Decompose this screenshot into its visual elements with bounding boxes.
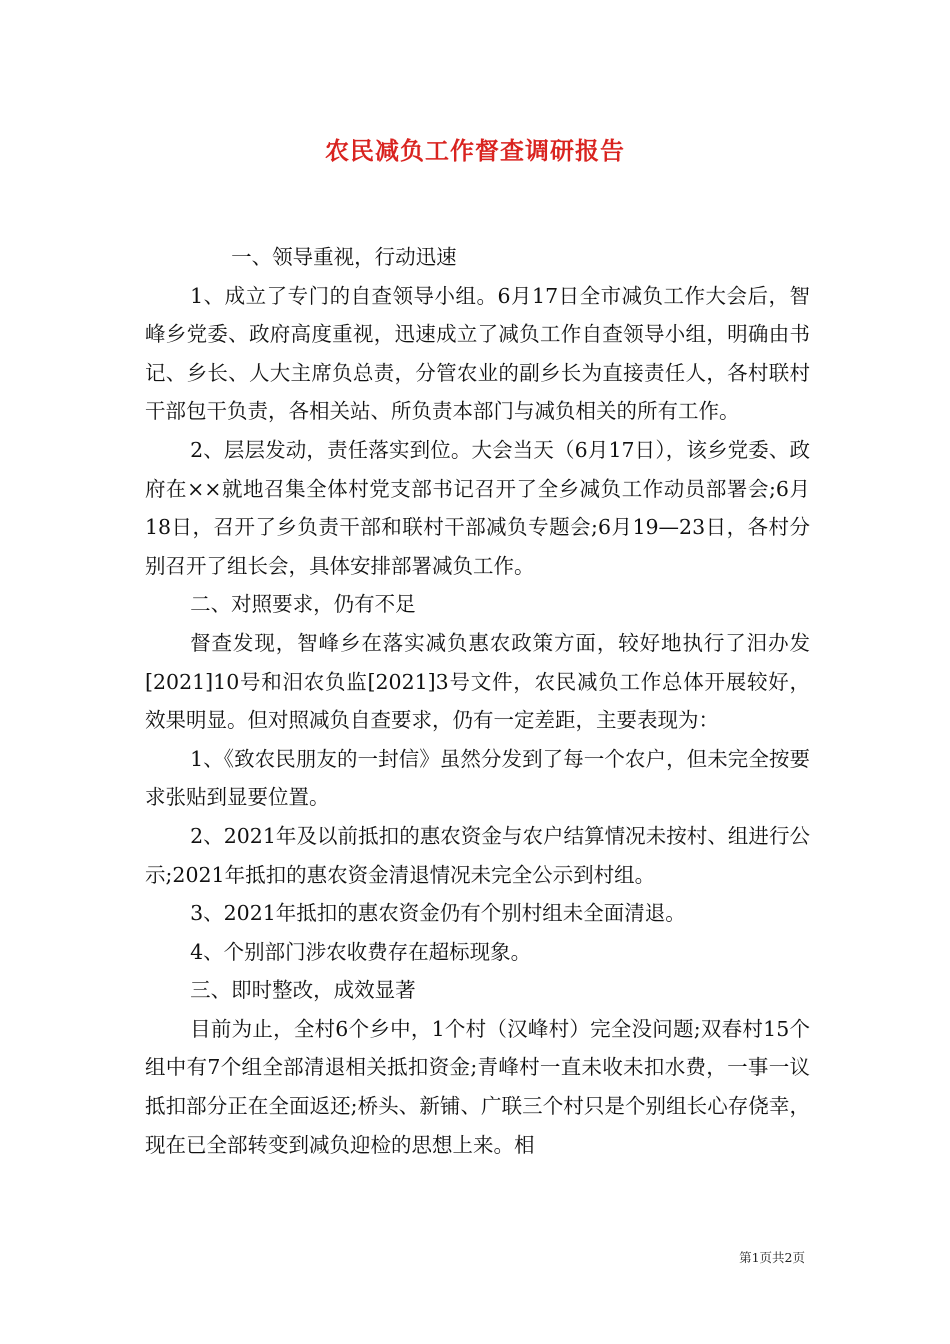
paragraph-4: 1、《致农民朋友的一封信》虽然分发到了每一个农户，但未完全按要求张贴到显要位置。 [145, 746, 810, 810]
page-title: 农民减负工作督查调研报告 [325, 136, 625, 165]
paragraph-8: 目前为止，全村6个乡中，1个村（汉峰村）完全没问题;双春村15个组中有7个组全部清退相关抵扣资金;青峰村一直未收未扣水费，一事一议抵扣部分正在全面返还;桥头、新铺、广联三个村只是个别组长心存侥幸，现在已全部转变到减负迎检的思想上来。相 [145, 1016, 810, 1157]
page-number: 第1页共2页 [739, 1250, 805, 1265]
section-heading-3: 三、即时整改，成效显著 [190, 978, 416, 1003]
paragraph-5: 2、2021年及以前抵扣的惠农资金与农户结算情况未按村、组进行公示;2021年抵扣的惠农资金清退情况未完全公示到村组。 [145, 823, 810, 887]
section-heading-1: 一、领导重视，行动迅速 [231, 245, 457, 269]
paragraph-6: 3、2021年抵扣的惠农资金仍有个别村组未全面清退。 [190, 901, 686, 926]
section-heading-2: 二、对照要求，仍有不足 [190, 592, 416, 617]
paragraph-2: 2、层层发动，责任落实到位。大会当天（6月17日），该乡党委、政府在××就地召集全体村党支部书记召开了全乡减负工作动员部署会;6月18日，召开了乡负责干部和联村干部减负专题会;6月19—23日，各村分别召开了组长会，具体安排部署减负工作。 [145, 437, 810, 578]
paragraph-1: 1、成立了专门的自查领导小组。6月17日全市减负工作大会后，智峰乡党委、政府高度重视，迅速成立了减负工作自查领导小组，明确由书记、乡长、人大主席负总责，分管农业的副乡长为直接责任人，各村联村干部包干负责，各相关站、所负责本部门与减负相关的所有工作。 [145, 283, 810, 424]
paragraph-7: 4、个别部门涉农收费存在超标现象。 [190, 939, 532, 964]
document-body [145, 238, 810, 1164]
paragraph-3: 督查发现，智峰乡在落实减负惠农政策方面，较好地执行了汨办发[2021]10号和汨农负监[2021]3号文件，农民减负工作总体开展较好，效果明显。但对照减负自查要求，仍有一定差距，主要表现为： [145, 630, 810, 733]
